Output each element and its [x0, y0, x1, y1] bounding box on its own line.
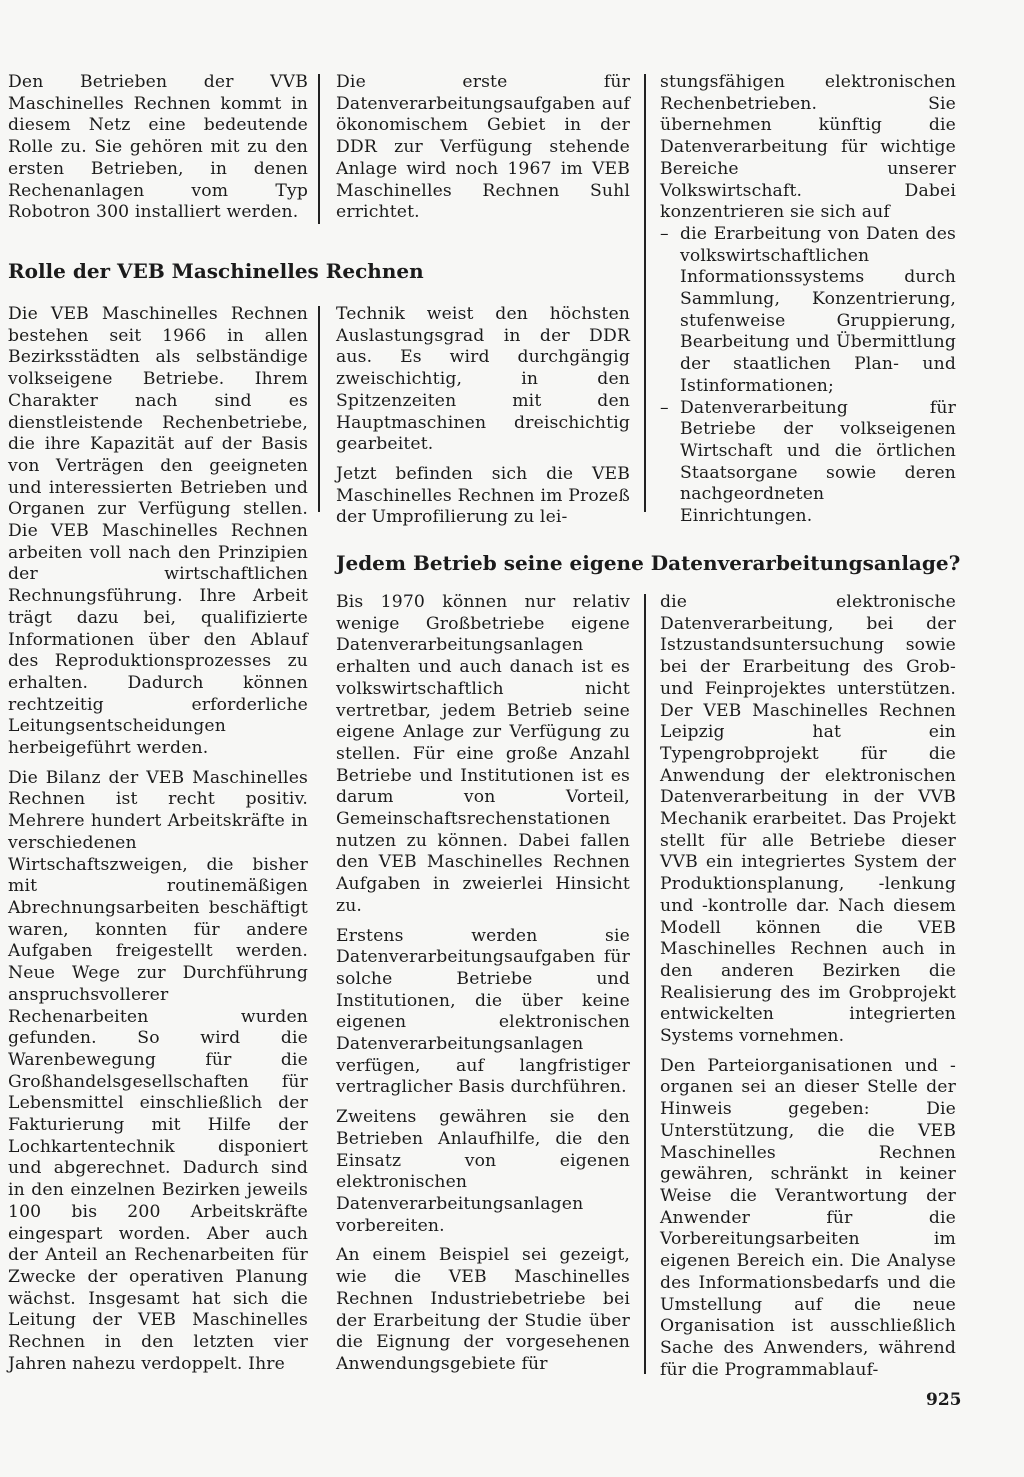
- paragraph: Die VEB Maschinelles Rechnen bestehen seit 1966 in allen Bezirksstädten als selbständige volkseigene Betriebe. Ihrem Charakter nach sind es dienstleistende Rechenbetriebe, die ihre Kapazität auf der Basis von Verträgen den geeigneten und interessierten Betrieben und Organen zur Verfügung stellen. Die VEB Maschinelles Rechnen arbeiten voll nach den Prinzipien der wirtschaftlichen Rechnungsführung. Ihre Arbeit trägt dazu bei, qualifizierte Informationen über den Ablauf des Reproduktionsprozesses zu erhalten. Dadurch können rechtzeitig erforderliche Leitungsentscheidungen herbeigeführt werden.: [8, 304, 308, 759]
- col-3-top: [660, 72, 956, 528]
- column-divider: [318, 74, 320, 224]
- section-heading-rolle: Rolle der VEB Maschinelles Rechnen: [8, 259, 424, 283]
- paragraph: An einem Beispiel sei gezeigt, wie die VEB Maschinelles Rechnen Industriebetriebe bei der Erarbeitung der Studie über die Eignung der vorgesehenen Anwendungsgebiete für: [336, 1245, 630, 1374]
- page-number: 925: [926, 1390, 962, 1410]
- col-2-mid: [336, 304, 630, 529]
- paragraph: Die erste für Datenverarbeitungsaufgaben auf ökonomischem Gebiet in der DDR zur Verfügung stehende Anlage wird noch 1967 im VEB Maschinelles Rechnen Suhl errichtet.: [336, 72, 630, 223]
- paragraph: Den Parteiorganisationen und -organen sei an dieser Stelle der Hinweis gegeben: Die Unterstützung, die die VEB Maschinelles Rechnen gewähren, schränkt in keiner Weise die Verantwortung der Anwender für die Vorbereitungsarbeiten im eigenen Bereich ein. Die Analyse des Informationsbedarfs und die Umstellung auf die neue Organisation ist ausschließlich Sache des Anwenders, während für die Programmablauf-: [660, 1055, 956, 1380]
- paragraph: Zweitens gewähren sie den Betrieben Anlaufhilfe, die den Einsatz von eigenen elektronischen Datenverarbeitungsanlagen vorbereiten.: [336, 1107, 630, 1236]
- paragraph: Bis 1970 können nur relativ wenige Großbetriebe eigene Datenverarbeitungsanlagen erhalten und auch danach ist es volkswirtschaftlich nicht vertretbar, jedem Betrieb seine eigene Anlage zur Verfügung zu stellen. Für eine große Anzahl Betriebe und Institutionen ist es darum von Vorteil, Gemeinschaftsrechenstationen nutzen zu können. Dabei fallen den VEB Maschinelles Rechnen Aufgaben in zweierlei Hinsicht zu.: [336, 592, 630, 916]
- paragraph: Den Betrieben der VVB Maschinelles Rechnen kommt in diesem Netz eine bedeutende Rolle zu. Sie gehören mit zu den ersten Betrieben, in denen Rechenanlagen vom Typ Robotron 300 installiert werden.: [8, 72, 308, 223]
- column-divider: [318, 306, 320, 512]
- paragraph: die elektronische Datenverarbeitung, bei der Istzustandsuntersuchung sowie bei der Erarbeitung des Grob- und Feinprojektes unterstützen. Der VEB Maschinelles Rechnen Leipzig hat ein Typengrobprojekt für die Anwendung der elektronischen Datenverarbeitung in der VVB Mechanik erarbeitet. Das Projekt stellt für alle Betriebe dieser VVB ein integriertes System der Produktionsplanung, -lenkung und -kontrolle dar. Nach diesem Modell können die VEB Maschinelles Rechnen auch in den anderen Bezirken die Realisierung des im Grobprojekt entwickelten integrierten Systems vornehmen.: [660, 592, 956, 1047]
- paragraph: Jetzt befinden sich die VEB Maschinelles Rechnen im Prozeß der Umprofilierung zu lei-: [336, 463, 630, 528]
- paragraph: stungsfähigen elektronischen Rechenbetrieben. Sie übernehmen künftig die Datenverarbeitung für wichtige Bereiche unserer Volkswirtschaft. Dabei konzentrieren sie sich auf: [660, 72, 956, 223]
- column-divider: [644, 74, 646, 512]
- paragraph: Die Bilanz der VEB Maschinelles Rechnen ist recht positiv. Mehrere hundert Arbeitskräfte in verschiedenen Wirtschaftszweigen, die bisher mit routinemäßigen Abrechnungsarbeiten beschäftigt waren, konnten für andere Aufgaben freigestellt werden. Neue Wege zur Durchführung anspruchsvollerer Rechenarbeiten wurden gefunden. So wird die Warenbewegung für die Großhandelsgesellschaften für Lebensmittel einschließlich der Fakturierung mit Hilfe der Lochkartentechnik disponiert und abgerechnet. Dadurch sind in den einzelnen Bezirken jeweils 100 bis 200 Arbeitskräfte eingespart worden. Aber auch der Anteil an Rechenarbeiten für Zwecke der operativen Planung wächst. Insgesamt hat sich die Leitung der VEB Maschinelles Rechnen in den letzten vier Jahren nahezu verdoppelt. Ihre: [8, 767, 308, 1374]
- section-heading-datenverarbeitung: Jedem Betrieb seine eigene Datenverarbeitungsanlage?: [336, 551, 961, 575]
- list-item: – Datenverarbeitung für Betriebe der volkseigenen Wirtschaft und die örtlichen Staatsorgane sowie deren nachgeordneten Einrichtungen.: [660, 398, 956, 528]
- col-3-bottom: [660, 592, 956, 1381]
- col-2-bottom: [336, 592, 630, 1376]
- col-1-body: [8, 304, 308, 1375]
- dash-list: [660, 224, 956, 528]
- list-item: – die Erarbeitung von Daten des volkswirtschaftlichen Informationssystems durch Sammlung, Konzentrierung, stufenweise Gruppierung, Bearbeitung und Übermittlung der staatlichen Plan- und Istinformationen;: [660, 224, 956, 398]
- paragraph: Technik weist den höchsten Auslastungsgrad in der DDR aus. Es wird durchgängig zweischichtig, in den Spitzenzeiten mit den Hauptmaschinen dreischichtig gearbeitet.: [336, 304, 630, 455]
- col-2-intro: [336, 72, 630, 224]
- column-divider: [644, 594, 646, 1374]
- col-1-intro: [8, 72, 308, 224]
- paragraph: Erstens werden sie Datenverarbeitungsaufgaben für solche Betriebe und Institutionen, die über keine eigenen elektronischen Datenverarbeitungsanlagen verfügen, auf langfristiger vertraglicher Basis durchführen.: [336, 925, 630, 1098]
